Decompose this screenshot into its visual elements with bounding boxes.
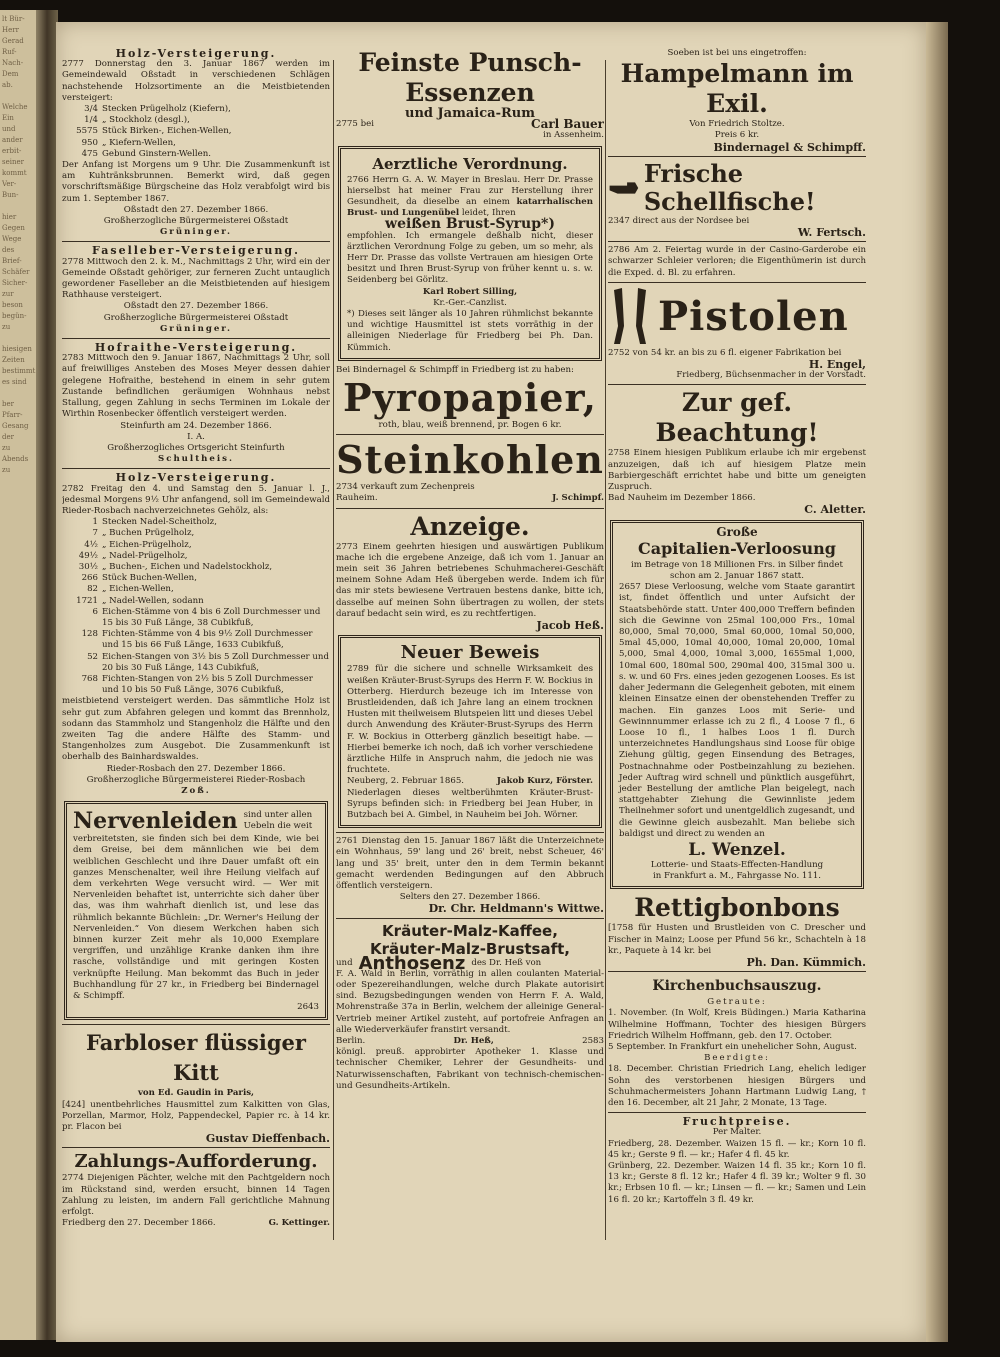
ad-title: Hofraithe-Versteigerung.: [94, 341, 298, 355]
ad-body: 2347 direct aus der Nordsee bei: [608, 215, 750, 226]
ad-title: Pyropapier,: [343, 375, 597, 421]
item-text: Stück Birken-, Eichen-Wellen,: [102, 126, 232, 137]
ad-date: Friedberg den 27. December 1866.: [62, 1218, 216, 1229]
ad-body: 2657 Diese Verloosung, welche vom Staate garantirt ist, findet öffentlich und unter Aufsicht der Staatsbehörde statt. Unter 400,000 Treffern befinden sich die Gewinne von 25mal 100,000 Frs., 10mal 80,000, 5mal 70,000, 5mal 60,000, 10mal 50,000, 5mal 45,000, 10mal 40,000, 10mal 20,000, 10mal 5,000, 5mal 4,000, 10mal 3,000, 1655mal 1,000, 10mal 600, 180mal 500, 290mal 400, 315mal 300 u. s. w. und 60 Frs. eines jeden gezogenen Looses. Es ist daher Jedermann die Gelegenheit geboten, mit einem kleinen Einsatze einen der obenstehenden Treffer zu machen. Ein ganzes Loos mit Serie- und Gewinnnummer erlasse ich zu 2 fl., 4 Loose 7 fl., 6 Loose 10 fl., 1 halbes Loos 1 fl. Durch unterzeichnetes Handlungshaus sind Loose für obige Ziehung gültig, gegen Einsendung des Betrages, Postnachnahme oder Postbeinzahlung zu beziehen. Jeder Auftrag wird schnell und pünktlich ausgeführt, jeder Bestellung der amtliche Plan beigelegt, nach stattgehabter Ziehung die Gewinnliste jedem Theilnehmer sofort und unentgeldlich zugesandt, und die Gewinne gleich ausbezahlt. Man beliebe sich baldigst und direct zu wenden an: [619, 582, 856, 839]
section-subtitle: Beerdigte:: [704, 1053, 770, 1064]
ad-signature: H. Engel,: [808, 358, 866, 372]
product-name: weißen Brust-Syrup*): [385, 216, 555, 233]
ad-body: F. A. Wald in Berlin, vorräthig in allen coulanten Material- oder Spezereihandlungen, welche durch Plakate autorisirt sind. Bezugsbedingungen wenden von Herrn F. A. Wald, Mohrenstraße 37a in Berlin, welchem der alleinige General-Vertrieb meiner Artikel zusteht, auf portofreie Anfragen an alle Wiederverkäufer franstirt versandt.: [336, 968, 604, 1035]
ad-signature-name: Grüninger.: [159, 323, 233, 334]
divider: [608, 282, 866, 283]
ad-signature: Carl Bauer: [531, 117, 604, 132]
item-text: Eichen-Stangen von 3½ bis 5 Zoll Durchmesser und 20 bis 30 Fuß Länge, 143 Cubikfuß,: [102, 651, 329, 673]
ad-number: 2583: [582, 1035, 604, 1046]
ad-pyropapier: [336, 365, 604, 431]
item-qty: 5575: [76, 126, 98, 137]
ad-aerztliche-verordnung: [338, 146, 602, 361]
ad-signature: L. Wenzel.: [688, 839, 786, 860]
pistols-icon: [608, 286, 652, 348]
ad-body: [1758 für Husten und Brustleiden von C. Drescher und Fischer in Mainz; Loose per Pfund 56 kr., Schachteln à 18 kr., Paquete à 14 kr. bei: [608, 923, 866, 956]
ad-body: 2752 von 54 kr. an bis zu 6 fl. eigener Fabrikation bei: [608, 347, 842, 358]
divider: [336, 918, 604, 919]
ad-title-2: Kräuter-Malz-Brustsaft,: [370, 939, 570, 958]
ad-holz-versteigerung-2: [62, 472, 330, 797]
ad-body: 2774 Diejenigen Pächter, welche mit den Pachtgeldern noch im Rückstand sind, werden ersucht, binnen 14 Tagen Zahlung zu leisten, im andern Fall gerichtliche Mahnung erfolgt.: [62, 1173, 330, 1218]
ad-signature: C. Aletter.: [804, 503, 866, 517]
ad-place: Friedberg, Büchsenmacher in der Vorstadt.: [676, 370, 866, 381]
list-item: [62, 573, 330, 584]
ad-title: Zahlungs-Aufforderung.: [74, 1151, 318, 1173]
section-title: Kirchenbuchsauszug.: [652, 978, 822, 995]
list-item: [62, 629, 330, 651]
ad-beachtung: [608, 388, 866, 515]
book-fold: [36, 10, 58, 1340]
item-qty: 6: [92, 606, 98, 617]
ad-intro: 2782 Freitag den 4. und Samstag den 5. Januar l. J., jedesmal Morgens 9½ Uhr anfangend, soll im Gemeindewald Rieder-Rosbach nachverzeichnetes Gehölz, als:: [62, 483, 330, 516]
section-subtitle: Getraute:: [707, 997, 767, 1008]
ad-title: Faselleber-Versteigerung.: [92, 244, 300, 258]
column-rule: [333, 60, 334, 1240]
item-text: „ Stockholz (desgl.),: [102, 115, 190, 126]
list-item: [62, 138, 330, 149]
ad-body: verbreitetsten, sie finden sich bei dem Kinde, wie bei dem Greise, bei dem männlichen wie bei dem weiblichen Geschlecht und ihre Dauer umfaßt oft ein ganzes Menschenalter, weil ihre Heilung vielfach auf dem verkehrten Wege versucht wird. — Wer mit Nervenleiden behaftet ist, unterrichte sich daher über das, was ihm wahrhaft dienlich ist, und lese das rühmlich bekannte Büchlein: „Dr. Werner's Heilung der Nervenleiden.“ Von diesem Werkchen haben sich binnen kurzer Zeit mehr als 10,000 Exemplare vergriffen, und unzählige Kranke danken ihm ihre rasche, vollständige und mit geringen Kosten verknüpfte Heilung. Man bekommt das Buch in jeder Buchhandlung für 27 kr., in Friedberg bei Bindernagel & Schimpff.: [73, 834, 319, 1002]
ad-body: 2789 für die sichere und schnelle Wirksamkeit des weißen Kräuter-Brust-Syrups des Herrn F. W. Bockius in Otterberg. Hierdurch bezeuge ich im Interesse von Brustleidenden, daß ich Jahre lang an einem trocknen Husten mit theilweisem Blutspeien litt und dieses Uebel durch Anwendung des Kräuter-Brust-Syrups des Herrn F. W. Bockius in Otterberg gänzlich beseitigt habe. — Hierbei bemerke ich noch, daß ich vorher verschiedene ärztliche Hilfe in Anspruch nahm, die jedoch nie was fruchtete.: [347, 664, 593, 776]
ad-signature: Großherzogliche Bürgermeisterei Rieder-Rosbach: [86, 774, 306, 785]
divider: [336, 434, 604, 435]
item-qty: 49½: [78, 550, 98, 561]
previous-page-edge: lt Bür- Herr Gerad Ruf- Nach- Dem ab. Welche Ein und ander erbit- seiner kommt Ver- Bun- hier Gegen Wege des Brief- Schäfer Sicher- zur beson begün- zu hiesigen Zeiten bestimmt es sind ber Pfarr- Gesang der zu Abends zu: [0, 10, 52, 1340]
fruchtpreise: [608, 1116, 866, 1206]
ad-author: Von Friedrich Stoltze.: [689, 119, 785, 130]
item-text: „ Buchen-, Eichen und Nadelstockholz,: [102, 561, 273, 572]
page-edge: [926, 22, 948, 1342]
section-subtitle: Per Malter.: [712, 1127, 762, 1138]
divider: [336, 832, 604, 833]
ad-signature: Jakob Kurz, Förster.: [496, 776, 593, 787]
ad-hofraithe: [62, 342, 330, 465]
ad-body: roth, blau, weiß brennend, pr. Bogen 6 kr.: [378, 420, 562, 431]
item-qty: 4½: [84, 539, 98, 550]
item-qty: 475: [81, 148, 98, 159]
divider: [608, 384, 866, 385]
column-2: [336, 48, 604, 1248]
ad-body: 2778 Mittwoch den 2. k. M., Nachmittags 2 Uhr, wird ein der Gemeinde Oßstadt gehöriger, zur ferneren Zucht untauglich gewordener Faselleber an die Meistbietenden auf hiesigem Rathhause versteigert.: [62, 256, 330, 301]
divider: [62, 241, 330, 242]
item-text: „ Nadel-Prügelholz,: [102, 550, 188, 561]
list-item: [62, 517, 330, 528]
item-text: Eichen-Stämme von 4 bis 6 Zoll Durchmesser und 15 bis 30 Fuß Länge, 38 Cubikfuß,: [102, 606, 321, 628]
list-item: [62, 540, 330, 551]
divider: [608, 971, 866, 972]
item-text: Stück Buchen-Wellen,: [102, 573, 197, 584]
ad-signature: Jacob Heß.: [536, 619, 604, 633]
list-item: [62, 584, 330, 595]
list-item: [62, 596, 330, 607]
ad-title: Hampelmann im Exil.: [620, 59, 854, 119]
list-item: [62, 562, 330, 573]
item-qty: 128: [81, 629, 98, 640]
ad-intro: Soeben ist bei uns eingetroffen:: [667, 48, 807, 58]
item-text: Gebund Ginstern-Wellen.: [102, 148, 211, 159]
item-qty: 3/4: [84, 104, 98, 115]
ad-list: [62, 517, 330, 696]
ad-title-2: Capitalien-Verloosung: [637, 538, 836, 558]
ad-place: Rauheim.: [336, 493, 378, 504]
item-text: „ Kiefern-Wellen,: [102, 137, 176, 148]
entry: 1. November. (In Wolf, Kreis Büdingen.) Maria Katharina Wilhelmine Hoffmann, Tochter des hiesigen Bürgers Friedrich Wilhelm Hoffmann, geb. den 17. October.: [608, 1008, 866, 1041]
ad-signature: Großherzogliches Ortsgericht Steinfurth: [107, 442, 285, 453]
ad-signature: W. Fertsch.: [797, 226, 866, 240]
item-qty: 82: [87, 584, 98, 595]
kirchenbuch: [608, 975, 866, 1109]
ad-body: Der Anfang ist Morgens um 9 Uhr. Die Zusammenkunft ist am Kuhtränksbrunnen. Bemerkt wird, daß gegen vorschriftsmäßige Bürgscheine das Holz verabfolgt wird bis zum 1. September 1867.: [62, 160, 330, 204]
ad-title: Rettigbonbons: [634, 893, 840, 923]
list-item: [62, 674, 330, 696]
ad-signature-name: Zoß.: [181, 786, 211, 796]
ad-title: Holz-Versteigerung.: [115, 48, 277, 60]
ad-signature: Ph. Dan. Kümmich.: [746, 955, 866, 969]
ad-title: Frische Schellfische!: [643, 158, 816, 216]
section-title: Fruchtpreise.: [682, 1115, 792, 1129]
ad-title: Steinkohlen: [336, 437, 604, 483]
ad-note: königl. preuß. approbirter Apotheker 1. Klasse und technischer Chemiker, Lehrer der Gesundheits- und Naturwissenschaften, Fabrikant von technisch-chemischen- und Gesundheits-Artikeln.: [336, 1047, 604, 1091]
ad-text: und: [336, 957, 353, 968]
item-text: Stecken Prügelholz (Kiefern),: [102, 104, 231, 115]
ad-hampelmann: [608, 48, 866, 153]
ad-date: Oßstadt den 27. Dezember 1866.: [123, 301, 269, 312]
ad-intro: Bei Bindernagel & Schimpff in Friedberg ist zu haben:: [336, 364, 574, 375]
entry: 18. December. Christian Friedrich Lang, ehelich lediger Sohn des verstorbenen hiesigen Bürgers und Schuhmachermeisters Johann Hartmann Ludwig Lang, † den 16. December, alt 21 Jahr, 2 Monate, 13 Tage.: [608, 1064, 866, 1108]
ad-number: 2643: [297, 1002, 319, 1013]
ad-date: Bad Nauheim im Dezember 1866.: [608, 493, 756, 504]
ad-title: Kräuter-Malz-Kaffee,: [382, 921, 558, 940]
item-qty: 30½: [78, 561, 98, 572]
ad-zahlung: [62, 1151, 330, 1229]
item-qty: 7: [92, 528, 98, 539]
item-qty: 1: [92, 517, 98, 528]
ad-pistolen: [608, 286, 866, 382]
ad-place: in Assenheim.: [543, 130, 604, 141]
ad-subtitle: von Ed. Gaudin in Paris,: [137, 1088, 255, 1099]
ad-body: 2734 verkauft zum Zechenpreis: [336, 482, 475, 493]
ad-date: Neuberg, 2. Februar 1865.: [347, 776, 465, 787]
ad-steinkohlen: [336, 438, 604, 504]
ad-price: Preis 6 kr.: [714, 130, 760, 141]
ad-body: meistbietend versteigert werden. Das sämmtliche Holz ist sehr gut zum Abfahren gelegen und kommt das Brennholz, sodann das Stammholz und Stangenholz die Hälfte und den zweiten Tag die andere Hälfte des Stamm- und Stangenholzes zum Ausgebot. Die Zusammenkunft ist oberhalb des Bainhardswaldes.: [62, 696, 330, 763]
ad-signature: Gustav Dieffenbach.: [205, 1132, 330, 1146]
ad-title: Neuer Beweis: [400, 642, 540, 664]
item-text: „ Nadel-Wellen, sodann: [102, 595, 204, 606]
item-text: „ Eichen-Wellen,: [102, 584, 174, 595]
item-qty: 1721: [76, 595, 98, 606]
list-item: [62, 149, 330, 160]
item-qty: 52: [87, 651, 98, 662]
item-text: Fichten-Stangen von 2½ bis 5 Zoll Durchmesser und 10 bis 50 Fuß Länge, 3076 Cubikfuß,: [102, 673, 313, 696]
ad-signature: Großherzogliche Bürgermeisterei Oßstadt: [103, 312, 289, 323]
ad-signature-prefix: I. A.: [187, 431, 205, 442]
ad-date: Oßstadt den 27. Dezember 1866.: [123, 204, 269, 215]
entry: Grünberg, 22. Dezember. Waizen 14 fl. 35 kr.; Korn 10 fl. 13 kr.; Gerste 8 fl. 12 kr.; Hafer 4 fl. 39 kr.; Wolter 9 fl. 30 kr.; Erbsen 10 fl. — kr.; Linsen — fl. — kr.; Samen und Lein 16 fl. 20 kr.; Kartoffeln 3 fl. 49 kr.: [608, 1161, 866, 1205]
ad-rettigbonbons: [608, 893, 866, 968]
ad-subtitle: im Betrage von 18 Millionen Frs. in Silber findet schon am 2. Januar 1867 statt.: [631, 559, 843, 582]
ad-schleier: 2786 Am 2. Feiertag wurde in der Casino-Garderobe ein schwarzer Schleier verloren; die Eigenthümerin ist durch die Exped. d. Bl. zu erfahren.: [608, 245, 866, 278]
ad-body: 2783 Mittwoch den 9. Januar 1867, Nachmittags 2 Uhr, soll auf freiwilliges Ansteben des Moses Meyer dessen dahier gelegene Hofraithe, bestehend in einem in sehr gutem Zustande befindlichen geräumigen Wohnhaus nebst Stallung, gegen Zahlung in sechs Terminen im Lokale der Wirthin Rosenbecker öffentlich versteigert werden.: [62, 353, 330, 420]
list-item: [62, 115, 330, 126]
ad-list: [62, 104, 330, 160]
divider: [62, 468, 330, 469]
ad-title: Aerztliche Verordnung.: [372, 154, 568, 173]
divider: [608, 241, 866, 242]
item-text: Stecken Nadel-Scheitholz,: [102, 517, 217, 528]
ad-signature-line: in Frankfurt a. M., Fahrgasse No. 111.: [652, 871, 822, 882]
item-text: „ Eichen-Prügelholz,: [102, 539, 192, 550]
text-part: leidet, Ihren: [461, 208, 516, 219]
ad-wohnhaus: [336, 836, 604, 914]
ad-body: 2773 Einem geehrten hiesigen und auswärtigen Publikum mache ich die ergebene Anzeige, daß ich vom 1. Januar an mein seit 36 Jahren betriebenes Schuhmacherei-Geschäft meinem Sohne Adam Heß übergeben werde. Indem ich für das mir stets bewiesene Vertrauen bestens danke, bitte ich, dasselbe auf meinen Sohn übertragen zu wollen, der stets darauf bedacht sein wird, es zu rechtfertigen.: [336, 541, 604, 619]
ad-intro: 2777 Donnerstag den 3. Januar 1867 werden im Gemeindewald Oßstadt in verschiedenen Schlägen nachstehende Holzsortimente an die Meistbietenden versteigert:: [62, 59, 330, 103]
list-item: [62, 652, 330, 674]
ad-body: [347, 175, 593, 220]
divider: [62, 338, 330, 339]
ad-date: Steinfurth am 24. Dezember 1866.: [120, 420, 272, 431]
list-item: [62, 126, 330, 137]
ad-title: Nervenleiden: [73, 808, 238, 835]
ad-neuer-beweis: [338, 635, 602, 828]
ad-signature: Bindernagel & Schimpff.: [713, 140, 866, 154]
text-bold: katarrhalischen Brust- und Lungenübel: [347, 197, 593, 219]
divider: [62, 1024, 330, 1025]
ad-body: 2761 Dienstag den 15. Januar 1867 läßt die Unterzeichnete ein Wohnhaus, 59' lang und 26' breit, nebst Scheuer, 46' lang und 35' breit, unter den in dem Termin bekannt gemacht werdenden Bedingungen auf den Abbruch öffentlich versteigern.: [336, 836, 604, 891]
list-item: [62, 528, 330, 539]
ad-title: Feinste Punsch-Essenzen: [358, 48, 582, 107]
text-part: 2766 Herrn G. A. W. Mayer in Breslau. Herr Dr. Prasse hierselbst hat meiner Frau zur Herstellung ihrer Gesundheit, da dieselbe an einem: [347, 174, 593, 208]
item-text: Fichten-Stämme von 4 bis 9½ Zoll Durchmesser und 15 bis 66 Fuß Länge, 1633 Cubikfuß,: [102, 629, 313, 651]
list-item: [62, 607, 330, 629]
column-1: [62, 48, 330, 1248]
list-item: [62, 551, 330, 562]
ad-signature-line: Lotterie- und Staats-Effecten-Handlung: [650, 859, 824, 870]
ad-body: [424] unentbehrliches Hausmittel zum Kalkitten von Glas, Porzellan, Marmor, Holz, Pappendeckel, Papier rc. à 14 kr. pr. Flacon bei: [62, 1099, 330, 1133]
item-text: „ Buchen Prügelholz,: [102, 528, 195, 539]
ad-title: Holz-Versteigerung.: [115, 471, 277, 485]
item-qty: 950: [81, 137, 98, 148]
ad-note: *) Dieses seit länger als 10 Jahren rühmlichst bekannte und wichtige Hausmittel ist stets vorräthig in der alleinigen Niederlage für Friedberg bei Ph. Dan. Kümmich.: [347, 309, 593, 353]
ad-place: Berlin.: [336, 1035, 366, 1046]
divider: [608, 1112, 866, 1113]
ad-date: Rieder-Rosbach den 27. Dezember 1866.: [106, 763, 286, 774]
ad-signature-name: Schultheis.: [158, 454, 234, 465]
ad-signature: G. Kettinger.: [268, 1218, 330, 1229]
column-3: [608, 48, 866, 1248]
pointing-hand-icon: [608, 175, 640, 201]
ad-title: Pistolen: [658, 292, 849, 340]
ad-faselleber: [62, 245, 330, 335]
ad-signature: Dr. Chr. Heldmann's Wittwe.: [428, 902, 604, 916]
ad-body: 2758 Einem hiesigen Publikum erlaube ich mir ergebenst anzuzeigen, daß ich auf hiesigem Platze mein Barbiergeschäft errichtet habe und bitte um geneigten Zuspruch.: [608, 448, 866, 493]
ad-note: Niederlagen dieses weltberühmten Kräuter-Brust-Syrups befinden sich: in Friedberg bei Jean Huber, in Butzbach bei A. Gimbel, in Nauheim bei Joh. Wörner.: [347, 787, 593, 820]
ad-nervenleiden: [64, 801, 328, 1020]
ad-body: empfohlen. Ich ermangele deßhalb nicht, dieser ärztlichen Verordnung Folge zu geben, um so mehr, als Herr Dr. Prasse das vollste Vertrauen am hiesigen Orte besitzt und Ihren Brust-Syrup von früher kennt u. s. w. Seidenberg bei Görlitz.: [347, 230, 593, 286]
ad-title: Große: [716, 524, 758, 539]
ad-side-text: sind unter allen Uebeln die weit: [243, 810, 313, 832]
ad-schellfische: [608, 160, 866, 238]
ad-holz-versteigerung-1: [62, 48, 330, 238]
item-qty: 768: [81, 673, 98, 684]
ad-kraeuter-malz: [336, 922, 604, 1092]
list-item: [62, 104, 330, 115]
ad-title: Anzeige.: [410, 511, 530, 541]
ad-title: Farbloser flüssiger Kitt: [86, 1030, 306, 1086]
ad-title-3: Anthosenz: [358, 952, 466, 974]
column-rule: [605, 60, 606, 1240]
entry: Friedberg, 28. Dezember. Waizen 15 fl. — kr.; Korn 10 fl. 45 kr.; Gerste 9 fl. — kr.; Hafer 4 fl. 45 kr.: [608, 1138, 866, 1160]
ad-date: Selters den 27. Dezember 1866.: [399, 892, 541, 903]
ad-text: des Dr. Heß von: [471, 957, 542, 968]
divider: [608, 156, 866, 157]
divider: [62, 1147, 330, 1148]
ad-signature-name: Grüninger.: [159, 227, 233, 238]
ad-signature: Karl Robert Silling,: [422, 286, 518, 297]
item-qty: 266: [81, 573, 98, 584]
ad-signature: J. Schimpf.: [552, 493, 604, 504]
entry: 5 September. In Frankfurt ein unehelicher Sohn, August.: [608, 1041, 857, 1052]
ad-kitt: [62, 1028, 330, 1144]
ad-punsch: [336, 48, 604, 142]
item-qty: 1/4: [84, 115, 98, 126]
ad-signature: Dr. Heß,: [453, 1035, 494, 1046]
ad-signature-title: Kr.-Ger.-Canzlist.: [433, 297, 507, 308]
ad-anzeige: [336, 512, 604, 632]
ad-subtitle: und Jamaica-Rum: [405, 106, 535, 121]
ad-capitalien-verloosung: [610, 520, 864, 890]
ad-signature: Großherzogliche Bürgermeisterei Oßstadt: [103, 216, 289, 227]
divider: [336, 508, 604, 509]
ad-title: Zur gef. Beachtung!: [655, 388, 819, 448]
ad-number: 2775 bei: [336, 119, 374, 130]
